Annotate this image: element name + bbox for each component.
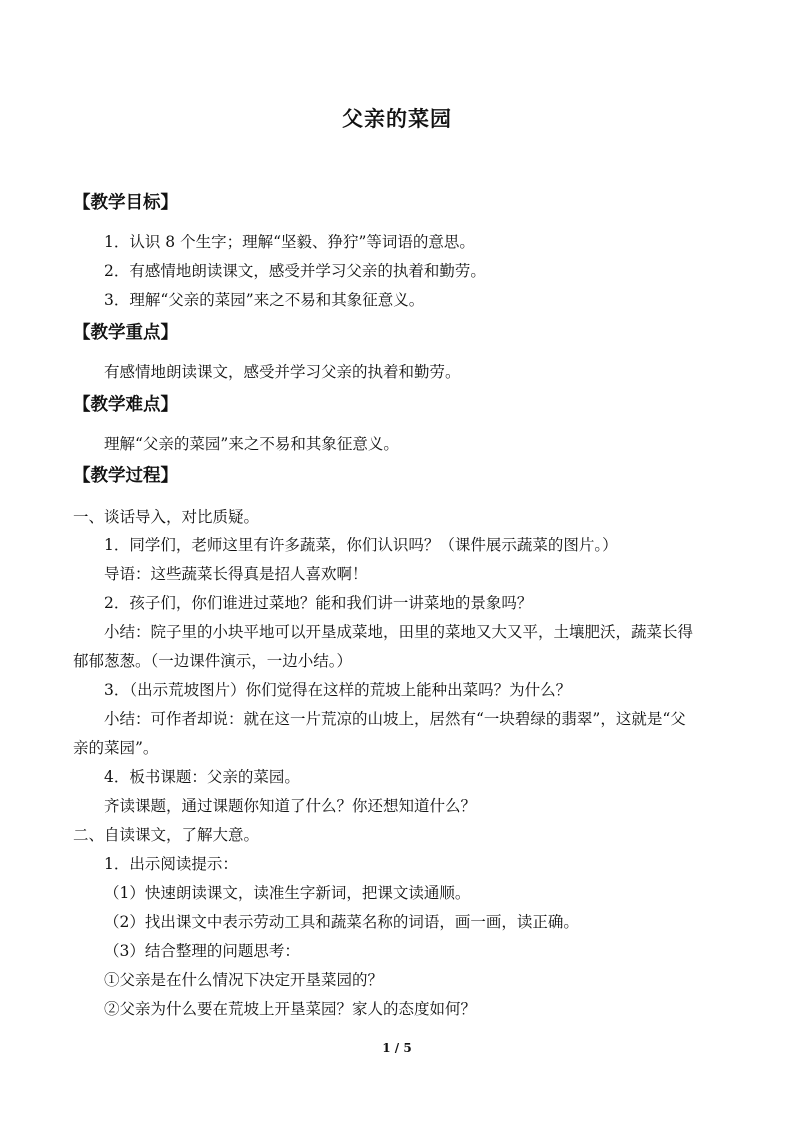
difficulty-text: 理解“父亲的菜园”来之不易和其象征意义。 bbox=[104, 435, 399, 453]
process-item: 齐读课题，通过课题你知道了什么？你还想知道什么？ bbox=[104, 797, 477, 815]
heading-key-points: 【教学重点】 bbox=[73, 323, 178, 343]
section-title: 一、谈话导入，对比质疑。 bbox=[73, 508, 260, 526]
objective-item: 1．认识 8 个生字；理解“坚毅、狰狞”等词语的意思。 bbox=[104, 233, 475, 251]
objective-item: 3．理解“父亲的菜园”来之不易和其象征意义。 bbox=[104, 291, 425, 309]
process-item: ②父亲为什么要在荒坡上开垦菜园？家人的态度如何？ bbox=[104, 1000, 477, 1018]
section-title: 二、自读课文，了解大意。 bbox=[73, 826, 260, 844]
process-item: 小结：院子里的小块平地可以开垦成菜地，田里的菜地又大又平，土壤肥沃，蔬菜长得 bbox=[104, 623, 694, 641]
process-item: 3．（出示荒坡图片）你们觉得在这样的荒坡上能种出菜吗？为什么？ bbox=[104, 681, 572, 699]
process-item: 导语：这些蔬菜长得真是招人喜欢啊！ bbox=[104, 565, 368, 583]
heading-objectives: 【教学目标】 bbox=[73, 193, 178, 213]
heading-difficulties: 【教学难点】 bbox=[73, 395, 178, 415]
process-item: （1）快速朗读课文，读准生字新词，把课文读通顺。 bbox=[104, 884, 471, 902]
process-item: （2）找出课文中表示劳动工具和蔬菜名称的词语，画一画，读正确。 bbox=[104, 913, 579, 931]
process-item: 1．出示阅读提示： bbox=[104, 855, 238, 873]
key-point-text: 有感情地朗读课文，感受并学习父亲的执着和勤劳。 bbox=[104, 363, 461, 381]
objective-item: 2．有感情地朗读课文，感受并学习父亲的执着和勤劳。 bbox=[104, 262, 486, 280]
process-item: （3）结合整理的问题思考： bbox=[104, 942, 300, 960]
process-item: 2．孩子们，你们谁进过菜地？能和我们讲一讲菜地的景象吗？ bbox=[104, 594, 533, 612]
document-title: 父亲的菜园 bbox=[342, 106, 452, 131]
process-item: 4．板书课题：父亲的菜园。 bbox=[104, 768, 300, 786]
process-item: 1．同学们，老师这里有许多蔬菜，你们认识吗？（课件展示蔬菜的图片。） bbox=[104, 536, 618, 554]
heading-process: 【教学过程】 bbox=[73, 466, 178, 486]
process-item: 小结：可作者却说：就在这一片荒凉的山坡上，居然有“一块碧绿的翡翠”，这就是“父 bbox=[104, 710, 686, 728]
process-item: 亲的菜园”。 bbox=[73, 739, 159, 757]
process-item: 郁郁葱葱。（一边课件演示，一边小结。） bbox=[73, 652, 353, 670]
page-number: 1 / 5 bbox=[382, 1041, 412, 1055]
process-item: ①父亲是在什么情况下决定开垦菜园的？ bbox=[104, 971, 384, 989]
